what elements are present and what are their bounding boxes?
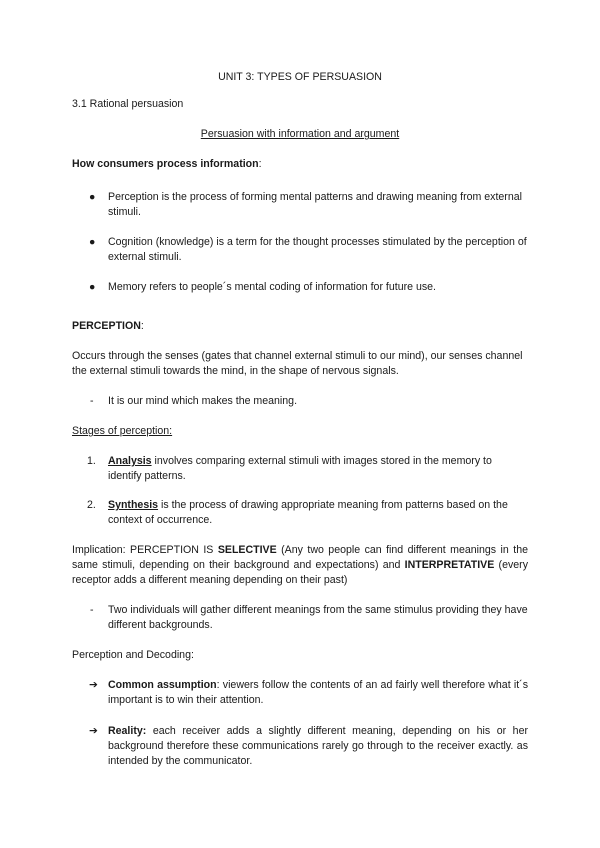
- interpretative-term: INTERPRETATIVE: [404, 559, 495, 571]
- list-number: 2.: [87, 499, 96, 511]
- list-item-text: Memory refers to people´s mental coding of information for future use.: [108, 281, 436, 293]
- stage-term: Synthesis: [108, 499, 159, 511]
- bullet-icon: ●: [89, 236, 96, 248]
- list-item-text: Cognition (knowledge) is a term for the thought processes stimulated by the perception of external stimuli.: [108, 236, 527, 263]
- decoding-sep: :: [216, 679, 220, 691]
- list-item: [72, 235, 528, 265]
- list-item: [72, 280, 528, 295]
- arrow-right-icon: ➔: [89, 679, 98, 691]
- stage-term: Analysis: [108, 455, 152, 467]
- list-item-text: It is our mind which makes the meaning.: [108, 395, 298, 407]
- process-heading-text: How consumers process information: [72, 158, 259, 170]
- dash-icon: -: [90, 604, 94, 616]
- stages-list: [72, 454, 528, 528]
- perception-intro: Occurs through the senses (gates that channel external stimuli to our mind), our senses channel the external stimuli towards the mind, in the shape of nervous signals.: [72, 350, 523, 377]
- dash-list: [72, 394, 528, 409]
- stages-heading: Stages of perception:: [72, 425, 173, 437]
- process-heading: [72, 157, 528, 172]
- decoding-text: viewers follow the contents of an ad fairly well therefore what it´s important is to win their attention.: [108, 679, 528, 706]
- perception-heading-colon: :: [140, 320, 144, 332]
- list-item: [72, 498, 528, 528]
- decoding-text: each receiver adds a slightly different meaning, depending on his or her background therefore these communications rarely go through to the receiver exactly. as intended by the communicator.: [108, 725, 528, 767]
- page-title: UNIT 3: TYPES OF PERSUASION: [218, 71, 382, 83]
- perception-heading-text: PERCEPTION: [72, 320, 141, 332]
- bullet-icon: ●: [89, 191, 96, 203]
- list-item: [72, 190, 528, 220]
- implication-prefix: Implication: PERCEPTION IS: [72, 544, 218, 556]
- list-item: [72, 678, 528, 708]
- list-number: 1.: [87, 455, 96, 467]
- decoding-term: Reality:: [108, 725, 147, 737]
- decoding-heading: Perception and Decoding:: [72, 649, 194, 661]
- decoding-list: [72, 678, 528, 769]
- selective-term: SELECTIVE: [217, 544, 277, 556]
- perception-heading: [72, 319, 528, 334]
- list-item: [72, 394, 528, 409]
- stage-text: involves comparing external stimuli with images stored in the memory to identify patterns.: [108, 455, 492, 482]
- dash-list-2: [72, 603, 528, 633]
- bullet-icon: ●: [89, 281, 96, 293]
- decoding-term: Common assumption: [108, 679, 217, 691]
- implication-middle: (Any two people can find different meanings in the same stimuli, depending on their background and expectations) and: [72, 544, 528, 571]
- implication-suffix: (every receptor adds a different meaning depending on their past): [72, 559, 528, 586]
- implication-paragraph: [72, 543, 528, 588]
- list-item: [72, 724, 528, 769]
- process-heading-colon: :: [258, 158, 262, 170]
- section-subtitle: Persuasion with information and argument: [200, 128, 400, 140]
- dash-icon: -: [90, 395, 94, 407]
- list-item-text: Perception is the process of forming mental patterns and drawing meaning from external stimuli.: [108, 191, 522, 218]
- section-heading: 3.1 Rational persuasion: [72, 98, 184, 110]
- list-item-text: Two individuals will gather different meanings from the same stimulus providing they have different backgrounds.: [108, 604, 528, 631]
- list-item: [72, 454, 528, 484]
- arrow-right-icon: ➔: [89, 725, 98, 737]
- stage-text: is the process of drawing appropriate meaning from patterns based on the context of occurrence.: [108, 499, 508, 526]
- list-item: [72, 603, 528, 633]
- process-list: [72, 190, 528, 295]
